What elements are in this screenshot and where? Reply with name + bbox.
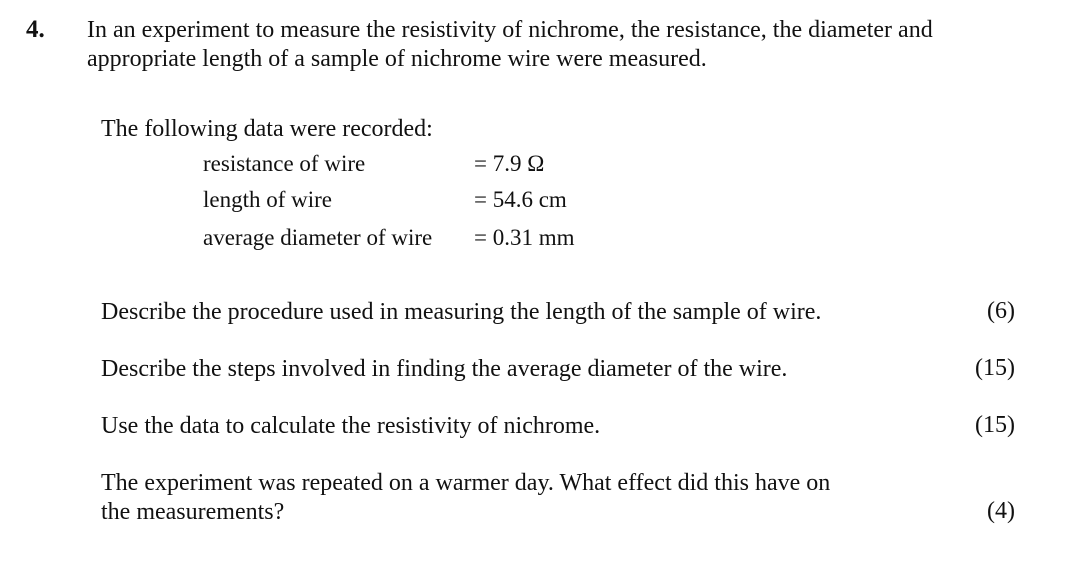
marks-part-3: (15) — [975, 412, 1015, 438]
question-part-3: Use the data to calculate the resistivity of nichrome. — [101, 413, 601, 439]
intro-line-2: appropriate length of a sample of nichrome wire were measured. — [87, 46, 707, 72]
question-part-4 — [101, 469, 830, 527]
data-label-length: length of wire — [203, 187, 333, 212]
question-part-1: Describe the procedure used in measuring the length of the sample of wire. — [101, 299, 822, 325]
intro-line-1: In an experiment to measure the resistivity of nichrome, the resistance, the diameter and — [87, 17, 933, 43]
question-number: 4. — [26, 16, 45, 43]
question-part-2: Describe the steps involved in finding the average diameter of the wire. — [101, 356, 788, 382]
marks-part-1: (6) — [987, 298, 1015, 324]
recorded-heading: The following data were recorded: — [101, 116, 433, 142]
data-label-diameter: average diameter of wire — [203, 225, 433, 250]
question-part-4-line-2: the measurements? — [101, 499, 285, 525]
data-value-resistance: = 7.9 Ω — [474, 151, 545, 176]
data-value-diameter: = 0.31 mm — [474, 225, 575, 250]
question-part-4-line-1: The experiment was repeated on a warmer day. What effect did this have on — [101, 470, 831, 496]
data-value-length: = 54.6 cm — [474, 187, 567, 212]
marks-part-2: (15) — [975, 355, 1015, 381]
marks-part-4: (4) — [987, 498, 1015, 524]
data-label-resistance: resistance of wire — [203, 151, 366, 176]
intro-paragraph — [87, 16, 933, 74]
